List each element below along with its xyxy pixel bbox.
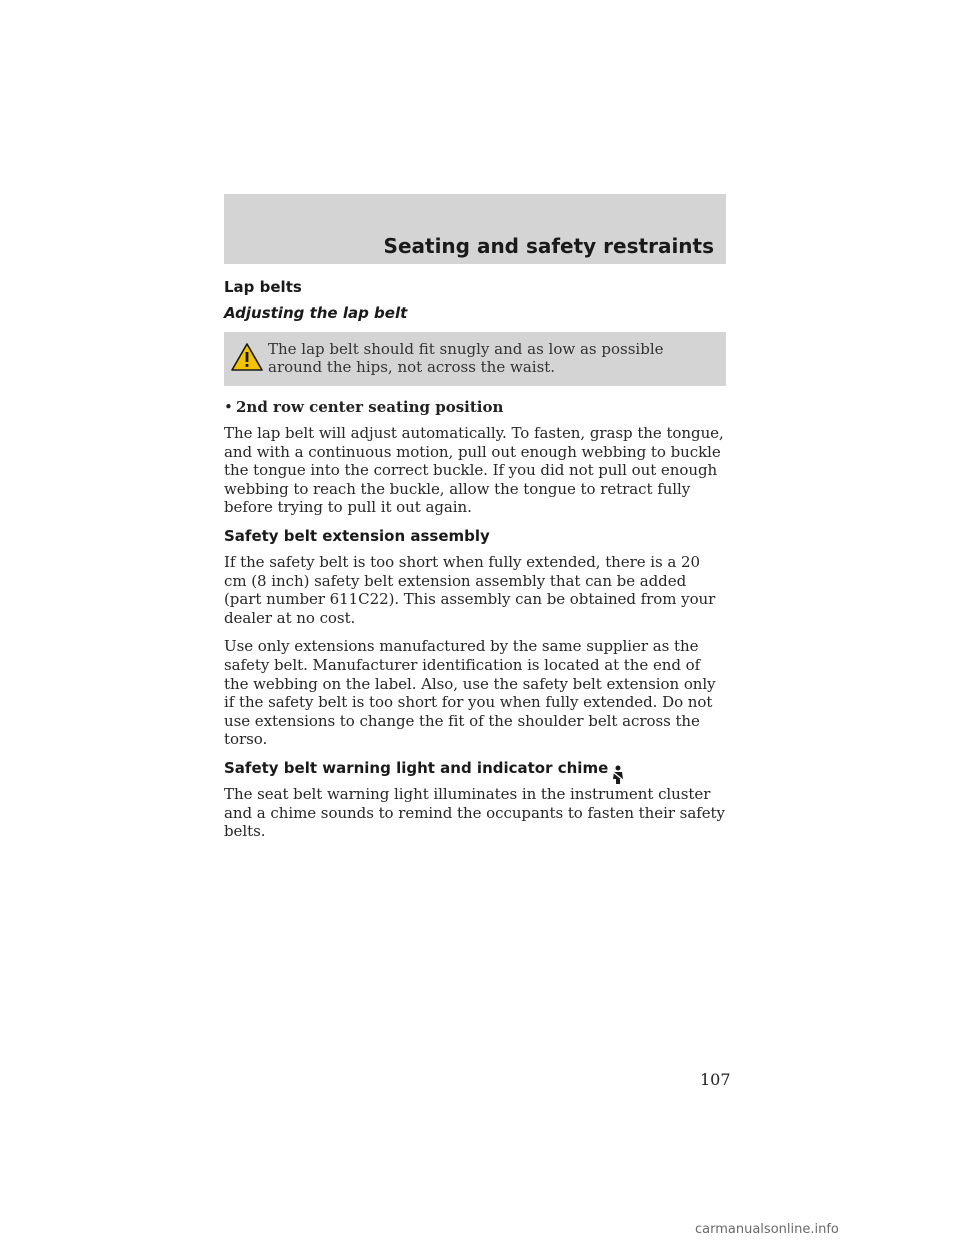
lap-belts-heading: Lap belts — [224, 278, 302, 296]
warning-light-heading: Safety belt warning light and indicator chime — [224, 758, 609, 777]
section-header-band — [224, 194, 726, 264]
extension-heading: Safety belt extension assembly — [224, 526, 490, 545]
warning-box — [224, 332, 726, 386]
section-title: Seating and safety restraints — [383, 234, 714, 258]
extension-paragraph-1: If the safety belt is too short when fully extended, there is a 20 cm (8 inch) safety belt extension assembly that can be added (part number 611C22). This assembly can be obtained from your dealer at no cost. — [224, 552, 716, 627]
seatbelt-icon — [610, 765, 626, 785]
adjusting-lap-belt-heading: Adjusting the lap belt — [224, 304, 408, 322]
extension-paragraph-2: Use only extensions manufactured by the same supplier as the safety belt. Manufacturer identification is located at the end of the webbing on the label. Also, use the safety belt extension only if the safety belt is too short for you when fully extended. Do not use extensions to change the fit of the shoulder belt across the torso. — [224, 637, 716, 749]
warning-triangle-icon — [230, 342, 264, 372]
bullet-label: 2nd row center seating position — [236, 398, 504, 416]
bullet-dot: • — [224, 398, 233, 416]
lap-belt-paragraph: The lap belt will adjust automatically. To fasten, grasp the tongue, and with a continuous motion, pull out enough webbing to buckle the tongue into the correct buckle. If you did not pull out enough webbing to reach the buckle, allow the tongue to retract fully before trying to pull it out again. — [224, 424, 724, 517]
warning-light-paragraph: The seat belt warning light illuminates in the instrument cluster and a chime sounds to remind the occupants to fasten their safety belts. — [224, 784, 725, 841]
page-number: 107 — [700, 1070, 731, 1089]
bullet-item — [224, 398, 726, 416]
page-content — [224, 278, 726, 851]
warning-text: The lap belt should fit snugly and as low as possible around the hips, not across the waist. — [268, 340, 664, 376]
warning-light-heading-row — [224, 759, 726, 785]
watermark: carmanualsonline.info — [695, 1222, 839, 1237]
